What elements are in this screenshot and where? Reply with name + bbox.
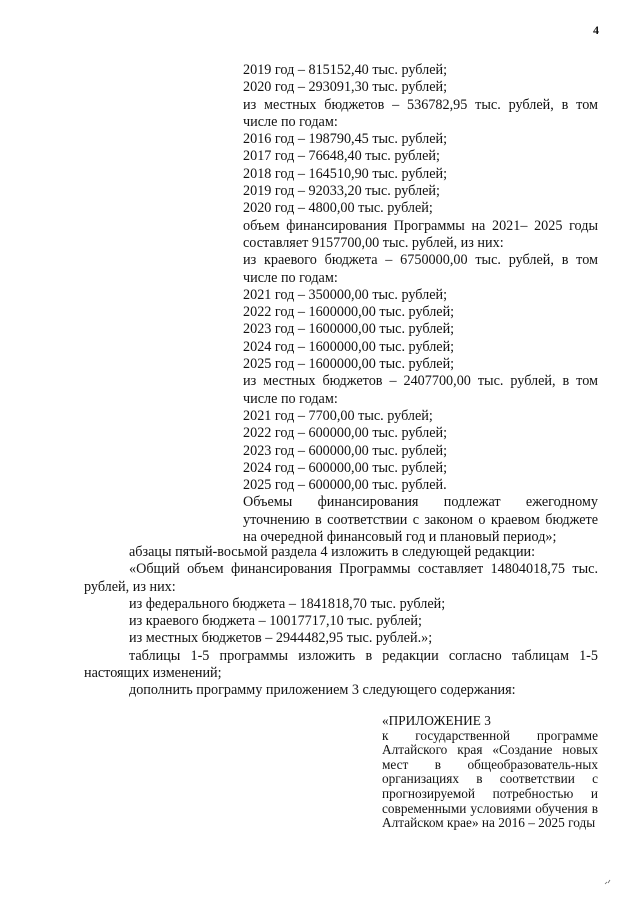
regional-budget-paragraph: из краевого бюджета – 6750000,00 тыс. рублей, в том числе по годам:	[243, 252, 598, 286]
main-text	[84, 544, 598, 700]
appendix-heading	[382, 714, 598, 831]
funding-list	[243, 62, 598, 546]
paragraph: из краевого бюджета – 10017717,10 тыс. рублей;	[129, 613, 422, 630]
list-item: 2021 год – 350000,00 тыс. рублей;	[243, 286, 448, 303]
list-item: 2017 год – 76648,40 тыс. рублей;	[243, 148, 440, 165]
list-item: 2016 год – 198790,45 тыс. рублей;	[243, 131, 448, 148]
list-item: 2020 год – 293091,30 тыс. рублей;	[243, 79, 448, 96]
paragraph: дополнить программу приложением 3 следующего содержания:	[129, 682, 516, 699]
list-item: 2025 год – 600000,00 тыс. рублей.	[243, 477, 447, 494]
subject-paragraph: Объемы финансирования подлежат ежегодному уточнению в соответствии с законом о краевом бюджете на очередной финансовый год и плановый период»;	[243, 494, 598, 546]
paragraph: из местных бюджетов – 2944482,95 тыс. рублей.»;	[129, 630, 433, 647]
list-item: 2025 год – 1600000,00 тыс. рублей;	[243, 356, 455, 373]
page-number: 4	[593, 23, 599, 37]
local-budget-paragraph: из местных бюджетов – 2407700,00 тыс. рублей, в том числе по годам:	[243, 373, 598, 407]
list-item: 2019 год – 92033,20 тыс. рублей;	[243, 183, 440, 200]
list-item: 2023 год – 1600000,00 тыс. рублей;	[243, 321, 455, 338]
list-item: 2024 год – 1600000,00 тыс. рублей;	[243, 338, 455, 355]
volume-paragraph: объем финансирования Программы на 2021– 2025 годы составляет 9157700,00 тыс. рублей, из них:	[243, 217, 598, 251]
paragraph: из федерального бюджета – 1841818,70 тыс. рублей;	[129, 595, 446, 612]
scan-mark-icon	[604, 878, 612, 886]
paragraph: абзацы пятый-восьмой раздела 4 изложить в следующей редакции:	[129, 544, 536, 560]
local-budget-paragraph: из местных бюджетов – 536782,95 тыс. рублей, в том числе по годам:	[243, 96, 598, 130]
list-item: 2018 год – 164510,90 тыс. рублей;	[243, 165, 448, 182]
list-item: 2022 год – 600000,00 тыс. рублей;	[243, 425, 448, 442]
appendix-title: «ПРИЛОЖЕНИЕ 3	[382, 713, 491, 728]
list-item: 2024 год – 600000,00 тыс. рублей;	[243, 459, 448, 476]
list-item: 2020 год – 4800,00 тыс. рублей;	[243, 200, 433, 217]
paragraph: «Общий объем финансирования Программы составляет 14804018,75 тыс. рублей, из них:	[84, 561, 598, 595]
list-item: 2019 год – 815152,40 тыс. рублей;	[243, 62, 448, 78]
paragraph: таблицы 1-5 программы изложить в редакции согласно таблицам 1-5 настоящих изменений;	[84, 647, 598, 682]
list-item: 2022 год – 1600000,00 тыс. рублей;	[243, 304, 455, 321]
list-item: 2021 год – 7700,00 тыс. рублей;	[243, 407, 433, 424]
list-item: 2023 год – 600000,00 тыс. рублей;	[243, 442, 448, 459]
appendix-text: к государственной программе Алтайского края «Создание новых мест в общеобразователь-ных организациях в соответствии с прогнозируемой потребностью и современными условиями обучения в Алтайском крае» на 2016 – 2025 годы	[382, 727, 598, 831]
